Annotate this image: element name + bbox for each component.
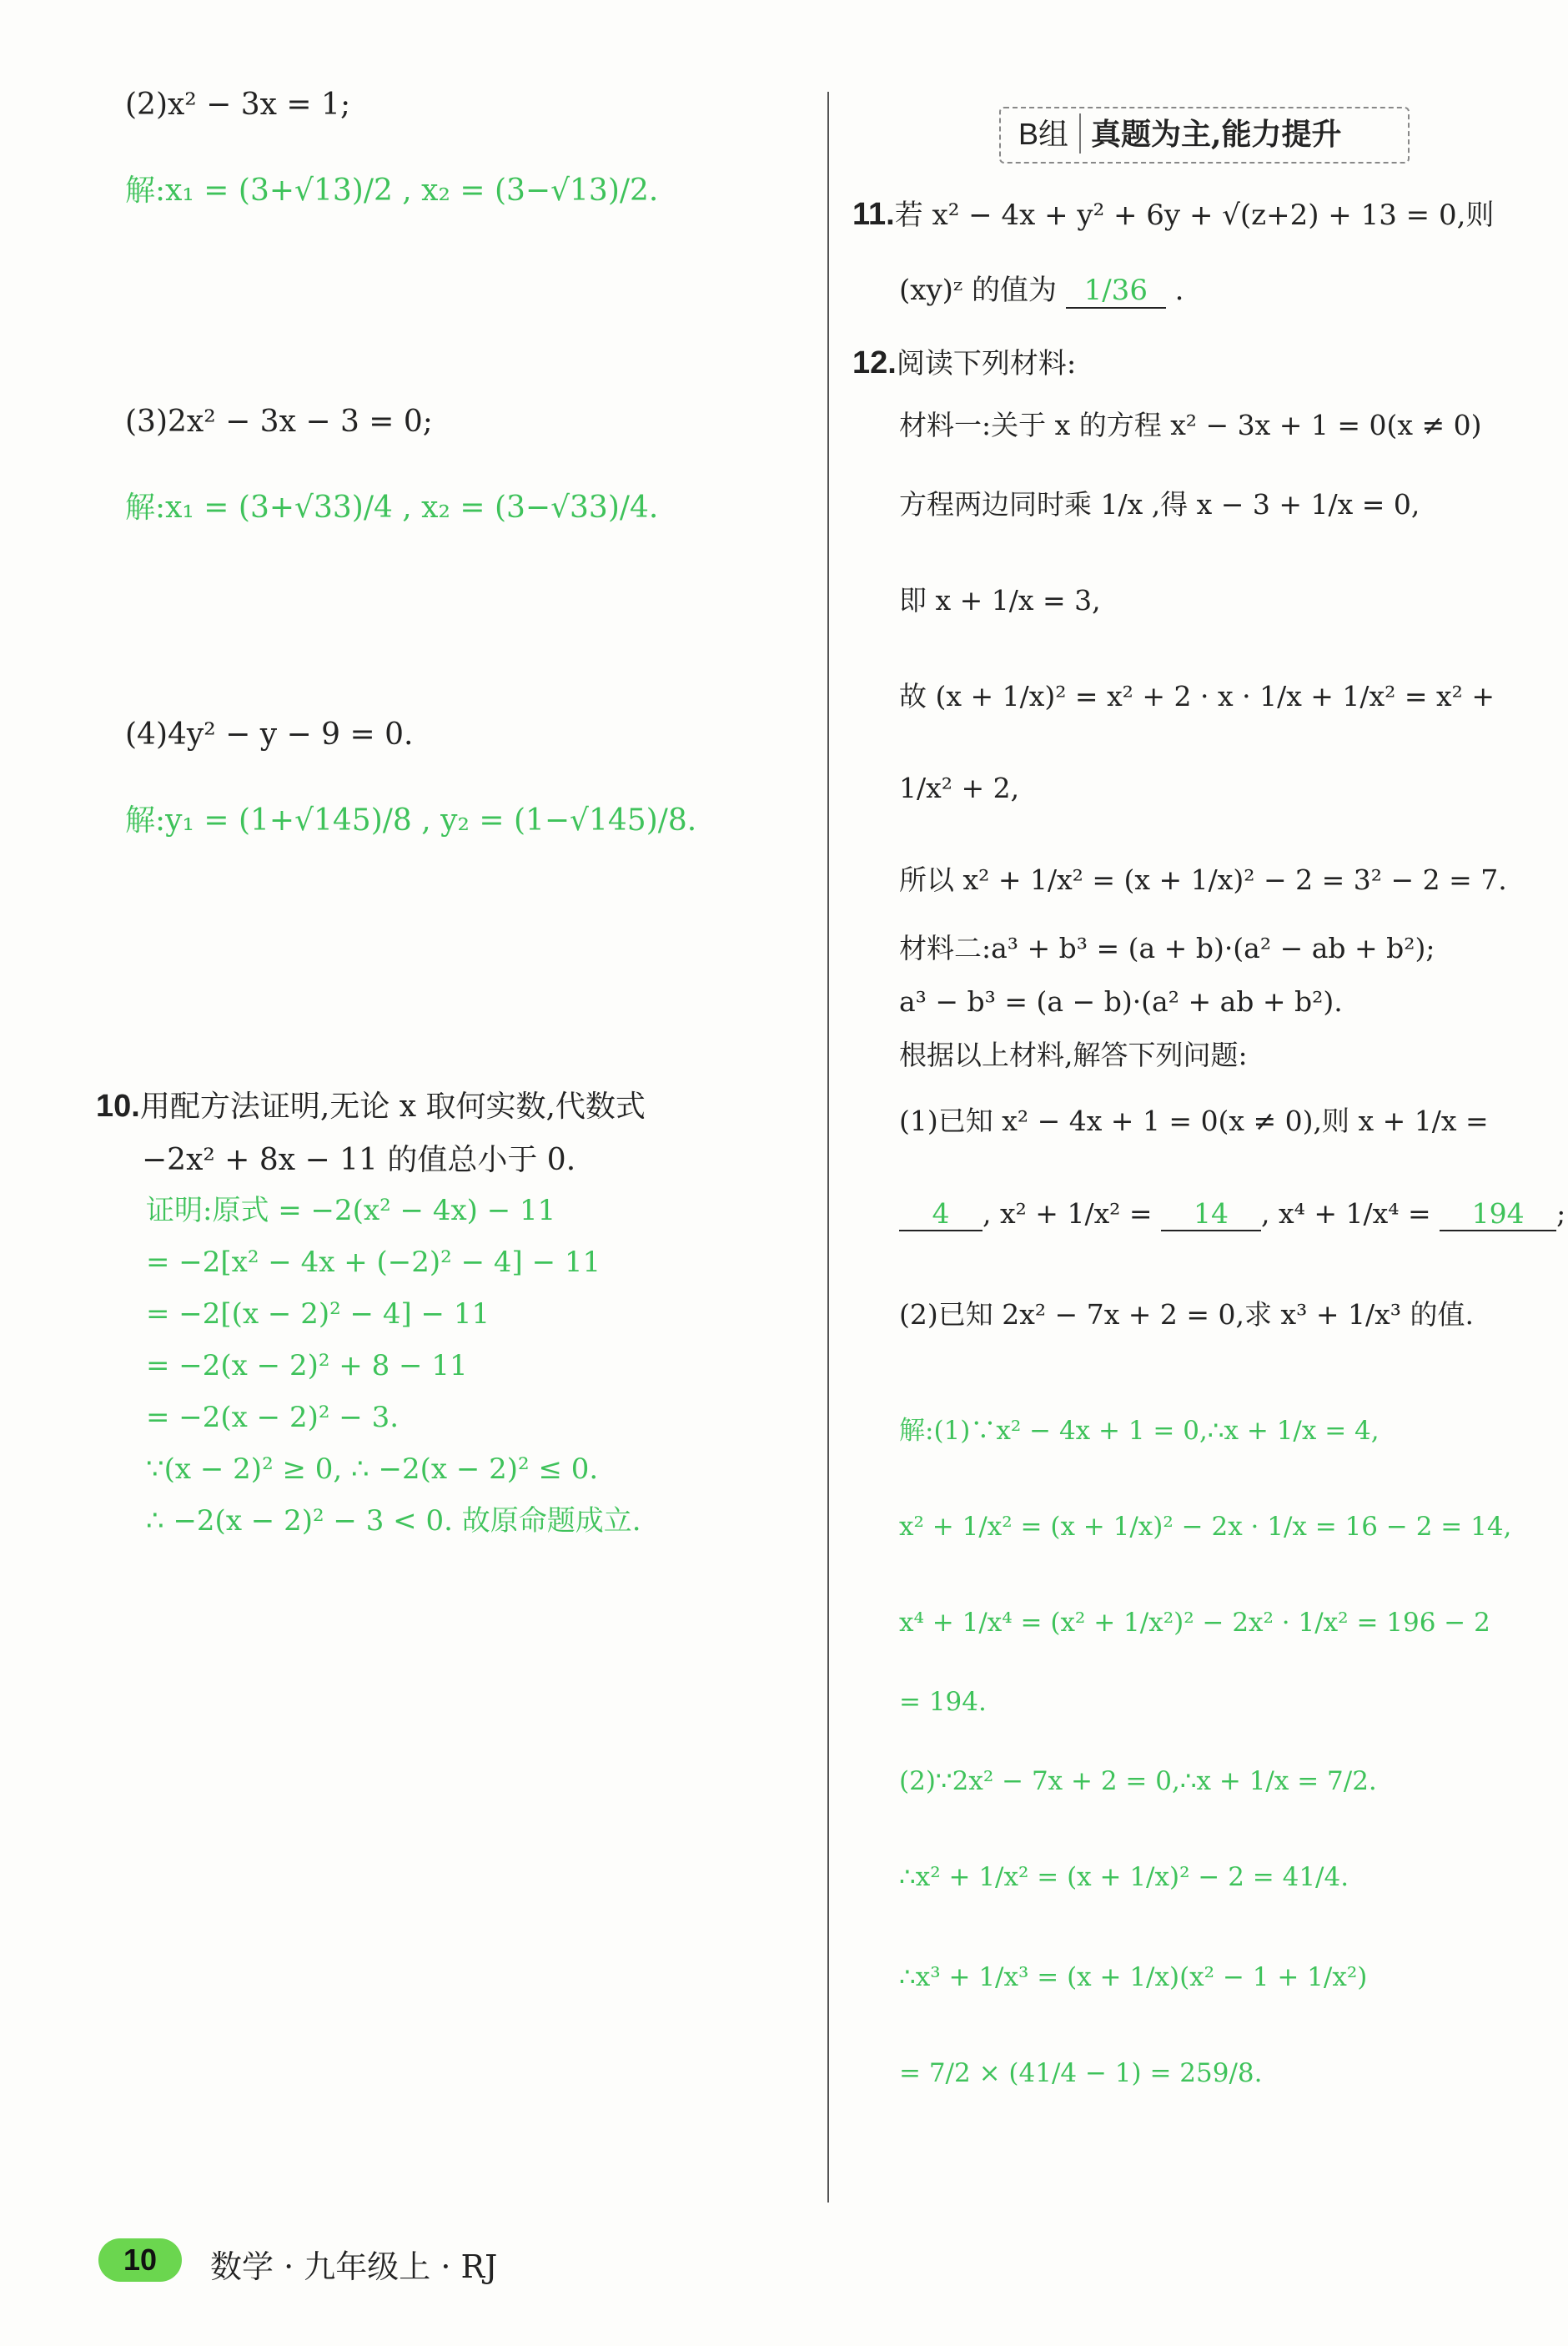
proof-line: = −2(x − 2)² − 3. [146,1401,400,1434]
question-11-answer-blank: 1/36 [1066,274,1166,309]
answer-blank-1: 4 [899,1197,983,1231]
solution-line: (2)∵2x² − 7x + 2 = 0,∴x + 1/x = 7/2. [899,1766,1377,1796]
proof-line: = −2[x² − 4x + (−2)² − 4] − 11 [146,1246,601,1279]
question-10-number: 10. [96,1089,140,1124]
sub-question-2: (2)已知 2x² − 7x + 2 = 0,求 x³ + 1/x³ 的值. [899,1298,1474,1331]
question-12-title: 阅读下列材料: [896,347,1077,380]
question-10-text-line2: −2x² + 8x − 11 的值总小于 0. [142,1143,576,1177]
material-one-line: 材料一:关于 x 的方程 x² − 3x + 1 = 0(x ≠ 0) [899,409,1482,441]
question-11-number: 11. [852,197,895,232]
material-one-line: 1/x² + 2, [899,772,1020,804]
question-11-text2: (xy)ᶻ 的值为 [899,274,1057,307]
sub-question-1: (1)已知 x² − 4x + 1 = 0(x ≠ 0),则 x + 1/x = [899,1105,1489,1137]
group-label: B组 [1008,113,1081,154]
solution-line: = 194. [899,1687,987,1717]
question-10-proof [146,1185,641,1547]
proof-line: = −2(x − 2)² + 8 − 11 [146,1349,468,1382]
solution [899,1385,1511,2119]
sub1-mid1: , x² + 1/x² = [983,1197,1153,1230]
sub1-mid2: , x⁴ + 1/x⁴ = [1261,1197,1431,1230]
book-title: 数学 · 九年级上 · RJ [210,2248,498,2285]
material-two-line: 根据以上材料,解答下列问题: [899,1039,1248,1071]
problem-2-question: (2)x² − 3x = 1; [125,88,351,122]
proof-line: ∴ −2(x − 2)² − 3 < 0. 故原命题成立. [146,1504,641,1538]
proof-line: ∵(x − 2)² ≥ 0, ∴ −2(x − 2)² ≤ 0. [146,1452,599,1486]
problem-4-question: (4)4y² − y − 9 = 0. [125,717,414,752]
question-11-text: 若 x² − 4x + y² + 6y + √(z+2) + 13 = 0,则 [894,199,1495,232]
question-12-number: 12. [852,345,897,380]
problem-4-answer: 解:y₁ = (1+√145)/8 , y₂ = (1−√145)/8. [125,803,697,838]
material-one-line: 即 x + 1/x = 3, [899,584,1101,617]
group-header [999,107,1410,164]
material-two [899,922,1435,1082]
material-two-line: 材料二:a³ + b³ = (a + b)·(a² − ab + b²); [899,932,1435,964]
material-one-line: 故 (x + 1/x)² = x² + 2 · x · 1/x + 1/x² = x² + [899,680,1495,712]
question-10 [96,1083,646,1125]
material-two-line: a³ − b³ = (a − b)·(a² + ab + b²). [899,985,1343,1018]
question-10-text-line1: 用配方法证明,无论 x 取何实数,代数式 [139,1090,646,1124]
question-11 [852,192,1494,233]
page-number: 10 [98,2238,182,2282]
solution-line: = 7/2 × (41/4 − 1) = 259/8. [899,2058,1263,2088]
material-one-line: 方程两边同时乘 1/x ,得 x − 3 + 1/x = 0, [899,488,1420,521]
column-divider [827,92,829,2203]
solution-line: x⁴ + 1/x⁴ = (x² + 1/x²)² − 2x² · 1/x² = 196 − 2 [899,1608,1490,1638]
proof-line: 证明:原式 = −2(x² − 4x) − 11 [146,1194,556,1227]
solution-line: ∴x² + 1/x² = (x + 1/x)² − 2 = 41/4. [899,1862,1349,1892]
question-11-end: . [1174,274,1184,307]
problem-3-answer: 解:x₁ = (3+√33)/4 , x₂ = (3−√33)/4. [125,491,659,525]
material-one [899,392,1507,926]
answer-blank-2: 14 [1161,1197,1261,1231]
problem-2-answer: 解:x₁ = (3+√13)/2 , x₂ = (3−√13)/2. [125,174,659,208]
sub-question-1-blanks [899,1197,1565,1231]
material-one-line: 所以 x² + 1/x² = (x + 1/x)² − 2 = 3² − 2 = 7. [899,863,1507,896]
group-title: 真题为主,能力提升 [1091,117,1342,152]
problem-3-question: (3)2x² − 3x − 3 = 0; [125,405,433,439]
question-11-line2 [899,267,1184,309]
sub1-end: ; [1556,1197,1566,1230]
answer-blank-3: 194 [1440,1197,1556,1231]
solution-line: 解:(1)∵x² − 4x + 1 = 0,∴x + 1/x = 4, [899,1416,1380,1446]
question-12 [852,340,1076,381]
solution-line: x² + 1/x² = (x + 1/x)² − 2x · 1/x = 16 − 2 = 14, [899,1512,1512,1542]
solution-line: ∴x³ + 1/x³ = (x + 1/x)(x² − 1 + 1/x²) [899,1962,1368,1992]
proof-line: = −2[(x − 2)² − 4] − 11 [146,1297,490,1331]
